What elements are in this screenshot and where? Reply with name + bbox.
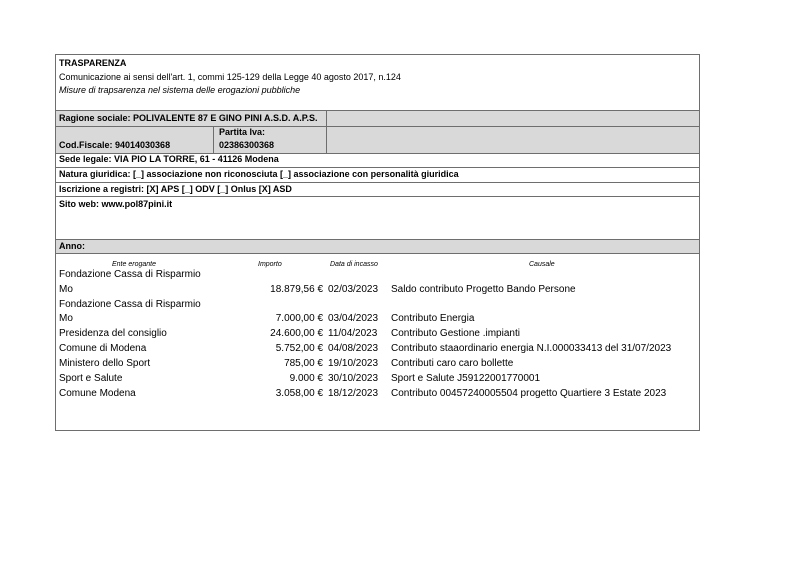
transparency-note: Misure di trapsarenza nel sistema delle erogazioni pubbliche (59, 85, 301, 95)
sheet-title: TRASPARENZA (59, 58, 127, 68)
transparency-sheet (55, 54, 700, 431)
divider (56, 239, 699, 240)
importo-cell: 785,00 € (284, 358, 323, 369)
ente-cell: Sport e Salute (59, 373, 123, 384)
ente-cell: Comune di Modena (59, 343, 147, 354)
divider (56, 182, 699, 183)
data-cell: 30/10/2023 (328, 373, 379, 384)
causale-cell: Sport e Salute J59122001770001 (391, 373, 541, 384)
ente-cell: Ministero dello Sport (59, 358, 151, 369)
col-header-ente: Ente erogante (112, 261, 156, 268)
data-cell: 04/08/2023 (328, 343, 379, 354)
data-cell: 03/04/2023 (328, 313, 379, 324)
causale-cell: Contributo Gestione .impianti (391, 328, 520, 339)
iscrizione-registri: Iscrizione a registri: [X] APS [_] ODV [_] Onlus [X] ASD (59, 184, 292, 194)
divider (56, 110, 699, 111)
ente-cell: Fondazione Cassa di Risparmio (59, 299, 201, 310)
data-cell: 19/10/2023 (328, 358, 379, 369)
divider (56, 196, 699, 197)
anno-label: Anno: (59, 241, 85, 251)
ente-cell: Mo (59, 313, 73, 324)
divider (56, 253, 699, 254)
causale-cell: Contributo Energia (391, 313, 475, 324)
divider (326, 111, 327, 153)
anno-row (56, 240, 699, 253)
col-header-data: Data di incasso (330, 261, 378, 268)
sede-legale: Sede legale: VIA PIO LA TORRE, 61 - 41126 Modena (59, 154, 279, 164)
importo-cell: 5.752,00 € (275, 343, 323, 354)
natura-giuridica: Natura giuridica: [_] associazione non riconosciuta [_] associazione con personalità giuridica (59, 169, 459, 179)
law-reference: Comunicazione ai sensi dell'art. 1, commi 125-129 della Legge 40 agosto 2017, n.124 (59, 72, 401, 82)
importo-cell: 24.600,00 € (270, 328, 323, 339)
causale-cell: Contributo 00457240005504 progetto Quartiere 3 Estate 2023 (391, 388, 667, 399)
partita-iva-value: 02386300368 (219, 140, 275, 150)
importo-cell: 7.000,00 € (275, 313, 323, 324)
ragione-sociale: Ragione sociale: POLIVALENTE 87 E GINO PINI A.S.D. A.P.S. (59, 113, 318, 123)
causale-cell: Contributi caro caro bollette (391, 358, 514, 369)
ente-cell: Mo (59, 284, 73, 295)
data-cell: 02/03/2023 (328, 284, 379, 295)
importo-cell: 9.000 € (289, 373, 323, 384)
partita-iva-label: Partita Iva: (219, 127, 266, 137)
importo-cell: 18.879,56 € (270, 284, 323, 295)
causale-cell: Contributo staaordinario energia N.I.000033413 del 31/07/2023 (391, 343, 672, 354)
sito-web: Sito web: www.pol87pini.it (59, 199, 173, 209)
codice-fiscale: Cod.Fiscale: 94014030368 (59, 140, 171, 150)
importo-cell: 3.058,00 € (275, 388, 323, 399)
data-cell: 18/12/2023 (328, 388, 379, 399)
col-header-importo: Importo (258, 261, 282, 268)
ente-cell: Comune Modena (59, 388, 136, 399)
ente-cell: Fondazione Cassa di Risparmio (59, 269, 201, 280)
causale-cell: Saldo contributo Progetto Bando Persone (391, 284, 576, 295)
divider (213, 127, 214, 153)
col-header-causale: Causale (529, 261, 555, 268)
data-cell: 11/04/2023 (328, 328, 378, 339)
ente-cell: Presidenza del consiglio (59, 328, 167, 339)
divider (56, 126, 699, 127)
divider (56, 167, 699, 168)
